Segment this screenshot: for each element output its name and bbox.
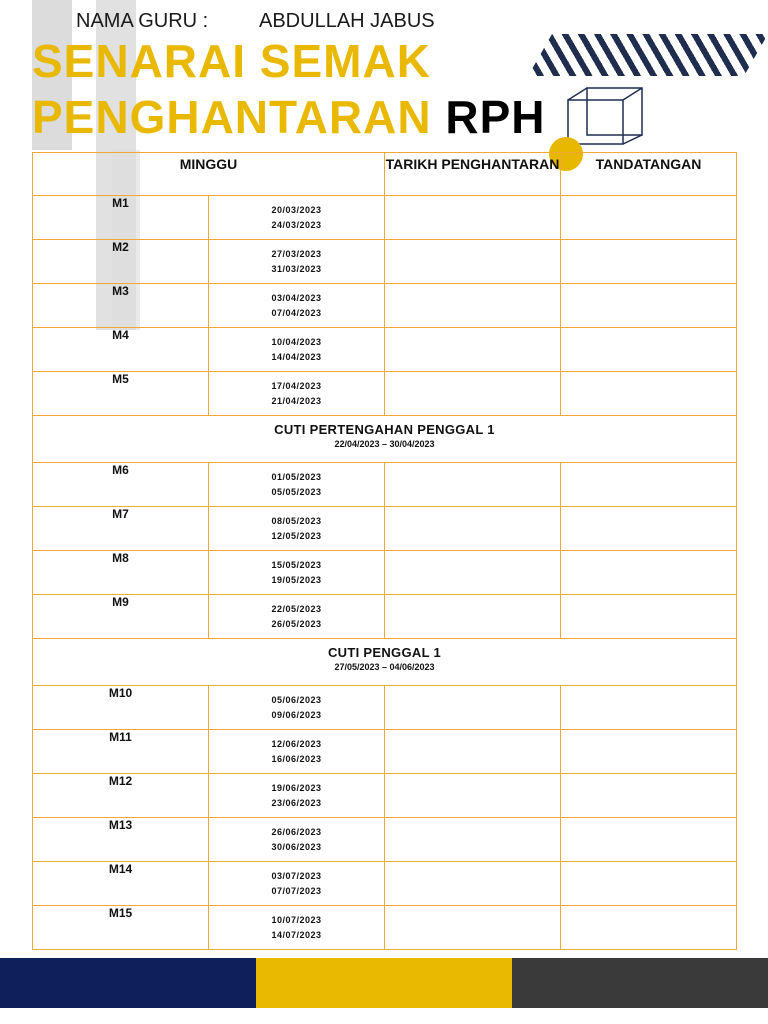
submission-date-cell[interactable] <box>385 686 561 730</box>
week-start-date: 03/04/2023 <box>271 292 322 303</box>
week-end-date: 07/07/2023 <box>271 885 322 896</box>
week-start-date: 10/07/2023 <box>271 914 322 925</box>
week-start-date: 12/06/2023 <box>271 738 322 749</box>
week-end-date: 21/04/2023 <box>271 395 322 406</box>
week-end-date: 14/04/2023 <box>271 351 322 362</box>
submission-date-cell[interactable] <box>385 507 561 551</box>
week-end-date: 30/06/2023 <box>271 841 322 852</box>
submission-date-cell[interactable] <box>385 730 561 774</box>
week-dates <box>209 372 385 416</box>
signature-cell[interactable] <box>561 862 737 906</box>
table-row <box>33 862 737 906</box>
week-dates <box>209 686 385 730</box>
week-start-date: 19/06/2023 <box>271 782 322 793</box>
week-start-date: 27/03/2023 <box>271 248 322 259</box>
table-body <box>33 196 737 950</box>
week-dates <box>209 463 385 507</box>
signature-cell[interactable] <box>561 774 737 818</box>
page-title-line2 <box>32 92 546 142</box>
col-minggu: MINGGU <box>33 153 385 196</box>
week-dates <box>209 906 385 950</box>
week-label: M5 <box>33 372 209 416</box>
table-row <box>33 686 737 730</box>
footer-band-gray <box>512 958 768 1008</box>
week-start-date: 26/06/2023 <box>271 826 322 837</box>
table-row <box>33 730 737 774</box>
table-row <box>33 328 737 372</box>
table-header-row <box>33 153 737 196</box>
week-start-date: 10/04/2023 <box>271 336 322 347</box>
table-row <box>33 284 737 328</box>
submission-date-cell[interactable] <box>385 328 561 372</box>
submission-date-cell[interactable] <box>385 774 561 818</box>
signature-cell[interactable] <box>561 507 737 551</box>
week-end-date: 31/03/2023 <box>271 263 322 274</box>
submission-date-cell[interactable] <box>385 240 561 284</box>
week-end-date: 09/06/2023 <box>271 709 322 720</box>
teacher-line <box>0 10 560 38</box>
week-label: M13 <box>33 818 209 862</box>
week-label: M3 <box>33 284 209 328</box>
teacher-label: NAMA GURU : <box>76 10 209 32</box>
table-row <box>33 240 737 284</box>
table-row <box>33 196 737 240</box>
break-title: CUTI PERTENGAHAN PENGGAL 1 <box>274 422 495 437</box>
teacher-name: ABDULLAH JABUS <box>259 10 435 32</box>
col-tandatangan: TANDATANGAN <box>561 153 737 196</box>
break-row <box>33 416 737 463</box>
week-start-date: 01/05/2023 <box>271 471 322 482</box>
col-tarikh: TARIKH PENGHANTARAN <box>385 153 561 196</box>
week-end-date: 26/05/2023 <box>271 618 322 629</box>
signature-cell[interactable] <box>561 372 737 416</box>
week-start-date: 17/04/2023 <box>271 380 322 391</box>
week-label: M2 <box>33 240 209 284</box>
break-dates: 22/04/2023 – 30/04/2023 <box>334 439 435 449</box>
week-dates <box>209 595 385 639</box>
break-cell <box>33 639 737 686</box>
submission-date-cell[interactable] <box>385 862 561 906</box>
week-start-date: 03/07/2023 <box>271 870 322 881</box>
title-penghantaran: PENGHANTARAN <box>32 91 432 143</box>
week-dates <box>209 818 385 862</box>
break-title: CUTI PENGGAL 1 <box>327 645 442 660</box>
table-row <box>33 595 737 639</box>
week-end-date: 12/05/2023 <box>271 530 322 541</box>
submission-date-cell[interactable] <box>385 463 561 507</box>
week-label: M12 <box>33 774 209 818</box>
submission-date-cell[interactable] <box>385 906 561 950</box>
cube-outline-icon <box>565 86 645 146</box>
submission-date-cell[interactable] <box>385 372 561 416</box>
decor-stripes <box>528 34 768 76</box>
submission-date-cell[interactable] <box>385 196 561 240</box>
week-label: M6 <box>33 463 209 507</box>
week-end-date: 14/07/2023 <box>271 929 322 940</box>
week-end-date: 16/06/2023 <box>271 753 322 764</box>
week-label: M8 <box>33 551 209 595</box>
signature-cell[interactable] <box>561 595 737 639</box>
signature-cell[interactable] <box>561 818 737 862</box>
table-row <box>33 906 737 950</box>
week-end-date: 23/06/2023 <box>271 797 322 808</box>
week-end-date: 07/04/2023 <box>271 307 322 318</box>
week-start-date: 20/03/2023 <box>271 204 322 215</box>
table-row <box>33 507 737 551</box>
table-row <box>33 551 737 595</box>
table-row <box>33 774 737 818</box>
break-cell <box>33 416 737 463</box>
signature-cell[interactable] <box>561 240 737 284</box>
signature-cell[interactable] <box>561 463 737 507</box>
week-label: M10 <box>33 686 209 730</box>
submission-date-cell[interactable] <box>385 284 561 328</box>
week-label: M9 <box>33 595 209 639</box>
submission-date-cell[interactable] <box>385 595 561 639</box>
week-dates <box>209 196 385 240</box>
footer-band-navy <box>0 958 256 1008</box>
submission-date-cell[interactable] <box>385 818 561 862</box>
checklist-table <box>32 152 737 950</box>
week-dates <box>209 507 385 551</box>
signature-cell[interactable] <box>561 730 737 774</box>
week-start-date: 05/06/2023 <box>271 694 322 705</box>
signature-cell[interactable] <box>561 196 737 240</box>
signature-cell[interactable] <box>561 328 737 372</box>
table-row <box>33 818 737 862</box>
title-rph: RPH <box>445 91 546 143</box>
week-start-date: 08/05/2023 <box>271 515 322 526</box>
signature-cell[interactable] <box>561 906 737 950</box>
week-dates <box>209 551 385 595</box>
week-start-date: 15/05/2023 <box>271 559 322 570</box>
week-label: M14 <box>33 862 209 906</box>
submission-date-cell[interactable] <box>385 551 561 595</box>
week-dates <box>209 862 385 906</box>
page-title-line1: SENARAI SEMAK <box>32 35 431 87</box>
week-dates <box>209 730 385 774</box>
week-label: M4 <box>33 328 209 372</box>
week-label: M15 <box>33 906 209 950</box>
week-dates <box>209 774 385 818</box>
week-label: M7 <box>33 507 209 551</box>
week-dates <box>209 240 385 284</box>
table-row <box>33 372 737 416</box>
week-dates <box>209 284 385 328</box>
week-end-date: 19/05/2023 <box>271 574 322 585</box>
week-dates <box>209 328 385 372</box>
week-start-date: 22/05/2023 <box>271 603 322 614</box>
signature-cell[interactable] <box>561 686 737 730</box>
break-row <box>33 639 737 686</box>
signature-cell[interactable] <box>561 551 737 595</box>
footer-band-yellow <box>256 958 512 1008</box>
week-end-date: 24/03/2023 <box>271 219 322 230</box>
week-label: M1 <box>33 196 209 240</box>
week-end-date: 05/05/2023 <box>271 486 322 497</box>
table-row <box>33 463 737 507</box>
signature-cell[interactable] <box>561 284 737 328</box>
break-dates: 27/05/2023 – 04/06/2023 <box>334 662 435 672</box>
week-label: M11 <box>33 730 209 774</box>
